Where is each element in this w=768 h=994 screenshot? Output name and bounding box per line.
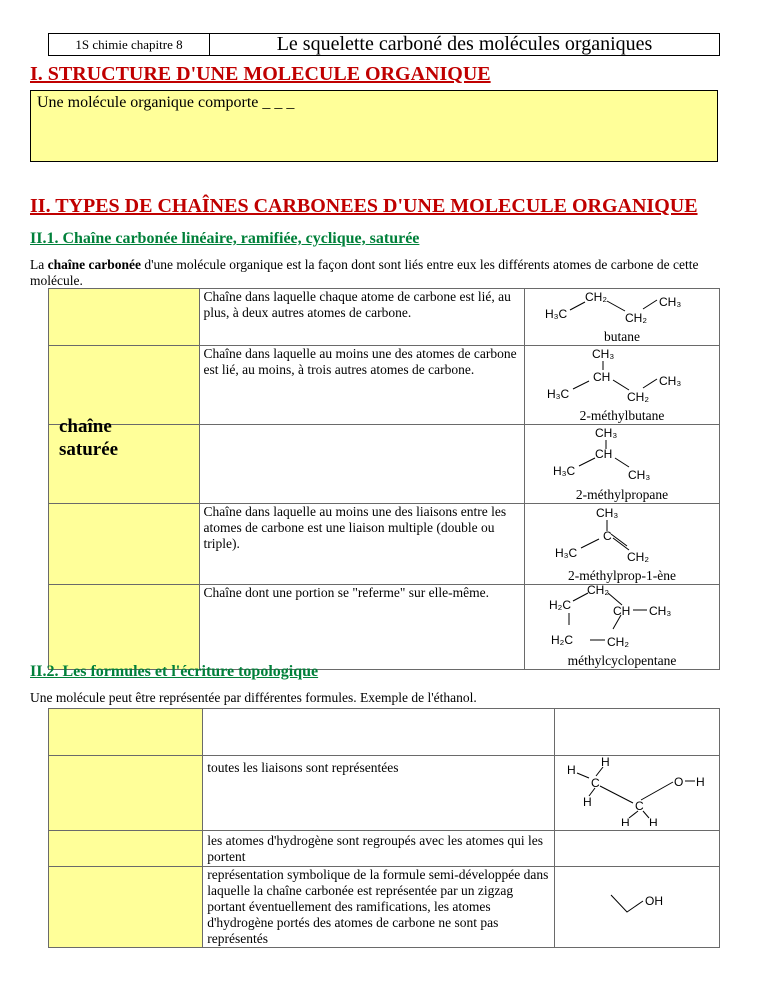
molecule-cell [524,585,719,670]
table-row [49,289,720,346]
formulas-table [48,708,720,948]
formula-h2c: H₂C [550,633,573,647]
molecule-cell [524,504,719,585]
formula-ch3: CH₃ [591,347,615,361]
formula-ch2: CH₂ [624,311,647,325]
methylcyclopentane-structure [525,585,719,649]
table-row [49,585,720,670]
methylpropane-structure [525,425,719,483]
formula-ch2: CH₂ [586,585,609,597]
atom-h: H [582,795,592,809]
formula-desc-cell: les atomes d'hydrogène sont regroupés avec les atomes qui les portent [203,831,555,867]
atom-h: H [600,756,610,769]
formula-h3c: H₃C [554,546,578,560]
ethanol-developed-formula [555,756,719,826]
formula-ch2: CH₂ [626,550,649,564]
chain-term: chaîne carbonée [47,257,141,272]
formula-c: C [602,529,612,543]
chain-desc-cell [199,425,524,504]
molecule-cell [524,425,719,504]
chain-intro: La chaîne carbonée d'une molécule organique est la façon dont sont liés entre eux les différents atomes de carbone de cette molécule. [30,257,699,288]
subsection1-heading: II.1. Chaîne carbonée linéaire, ramifiée, cyclique, saturée [30,230,420,247]
formula-desc-cell: représentation symbolique de la formule semi-développée dans laquelle la chaîne carbonée est représentée par un zigzag portant éventuellement des ramifications, les atomes d'hydrogène portés des atomes de carbone ne sont pas représentés [203,867,555,948]
butane-structure [525,289,719,325]
chain-types-table [48,288,720,670]
formula-ch2: CH₂ [584,290,607,304]
atom-c: C [634,799,644,813]
formula-type-cell [49,756,203,831]
chain-desc-cell: Chaîne dans laquelle chaque atome de carbone est lié, au plus, à deux autres atomes de carbone. [199,289,524,346]
formulas-intro: Une molécule peut être représentée par différentes formules. Exemple de l'éthanol. [30,690,477,705]
formula-ch3: CH₃ [658,295,682,309]
methylbutane-structure [525,346,719,404]
chain-desc-cell: Chaîne dans laquelle au moins une des liaisons entre les atomes de carbone est une liaison multiple (double ou triple). [199,504,524,585]
formula-desc-cell [203,709,555,756]
formula-desc-cell: toutes les liaisons sont représentées [203,756,555,831]
formula-h3c: H₃C [544,307,568,321]
ethanol-topological-formula [555,867,719,943]
atom-o: O [673,775,684,789]
formula-ch3: CH₃ [627,468,651,482]
formula-ch3: CH₃ [595,506,619,520]
formula-example-cell [554,756,719,831]
chain-type-cell [49,585,200,670]
formula-example-cell [554,709,719,756]
formula-ch3: CH₃ [594,426,618,440]
atom-h: H [620,816,630,826]
formula-h2c: H₂C [548,598,571,612]
section1-heading: I. STRUCTURE D'UNE MOLECULE ORGANIQUE [30,63,491,85]
formula-ch3: CH₃ [648,604,672,618]
formula-ch: CH [592,370,611,384]
formula-ch: CH [594,447,613,461]
structure-box-text: Une molécule organique comporte _ _ _ [37,94,295,111]
chain-type-cell [49,416,200,504]
formula-ch2: CH₂ [606,635,629,649]
table-row [49,756,720,831]
structure-box [30,90,718,162]
atom-h: H [695,775,705,789]
molecule-name: 2-méthylbutane [579,408,665,423]
chain-type-cell [49,289,200,346]
saturated-chain-label: chaîne saturée [59,416,119,460]
formula-type-cell [49,709,203,756]
table-row [49,831,720,867]
formula-h3c: H₃C [552,464,576,478]
formula-ch2: CH₂ [626,390,649,404]
chain-desc-cell: Chaîne dans laquelle au moins une des atomes de carbone est lié, au moins, à trois autres atomes de carbone. [199,346,524,425]
methylpropene-structure [525,504,719,564]
molecule-name: méthylcyclopentane [567,653,677,668]
formula-ch: CH [612,604,631,618]
formula-example-cell [554,867,719,948]
subsection2-heading: II.2. Les formules et l'écriture topologique [30,663,319,680]
molecule-name: butane [603,329,640,344]
formula-ch3: CH₃ [658,374,682,388]
page-title: Le squelette carboné des molécules organiques [276,33,653,55]
molecule-cell [524,289,719,346]
molecule-name: 2-méthylprop-1-ène [568,568,676,583]
molecule-cell [524,346,719,425]
chapter-label: 1S chimie chapitre 8 [49,34,210,55]
atom-c: C [590,776,600,790]
table-row [49,867,720,948]
chain-desc-cell: Chaîne dont une portion se "referme" sur elle-même. [199,585,524,670]
formula-type-cell [49,867,203,948]
formula-type-cell [49,831,203,867]
table-row [49,425,720,504]
table-row [49,346,720,425]
group-oh: OH [644,894,663,908]
formula-example-cell [554,831,719,867]
formula-h3c: H₃C [546,387,570,401]
chain-type-cell [49,504,200,585]
section2-heading: II. TYPES DE CHAÎNES CARBONEES D'UNE MOLECULE ORGANIQUE [30,195,698,217]
molecule-name: 2-méthylpropane [575,487,669,502]
page-header [48,33,720,56]
table-row [49,504,720,585]
chain-type-cell [49,346,200,425]
atom-h: H [648,816,658,826]
table-row [49,709,720,756]
atom-h: H [566,763,576,777]
